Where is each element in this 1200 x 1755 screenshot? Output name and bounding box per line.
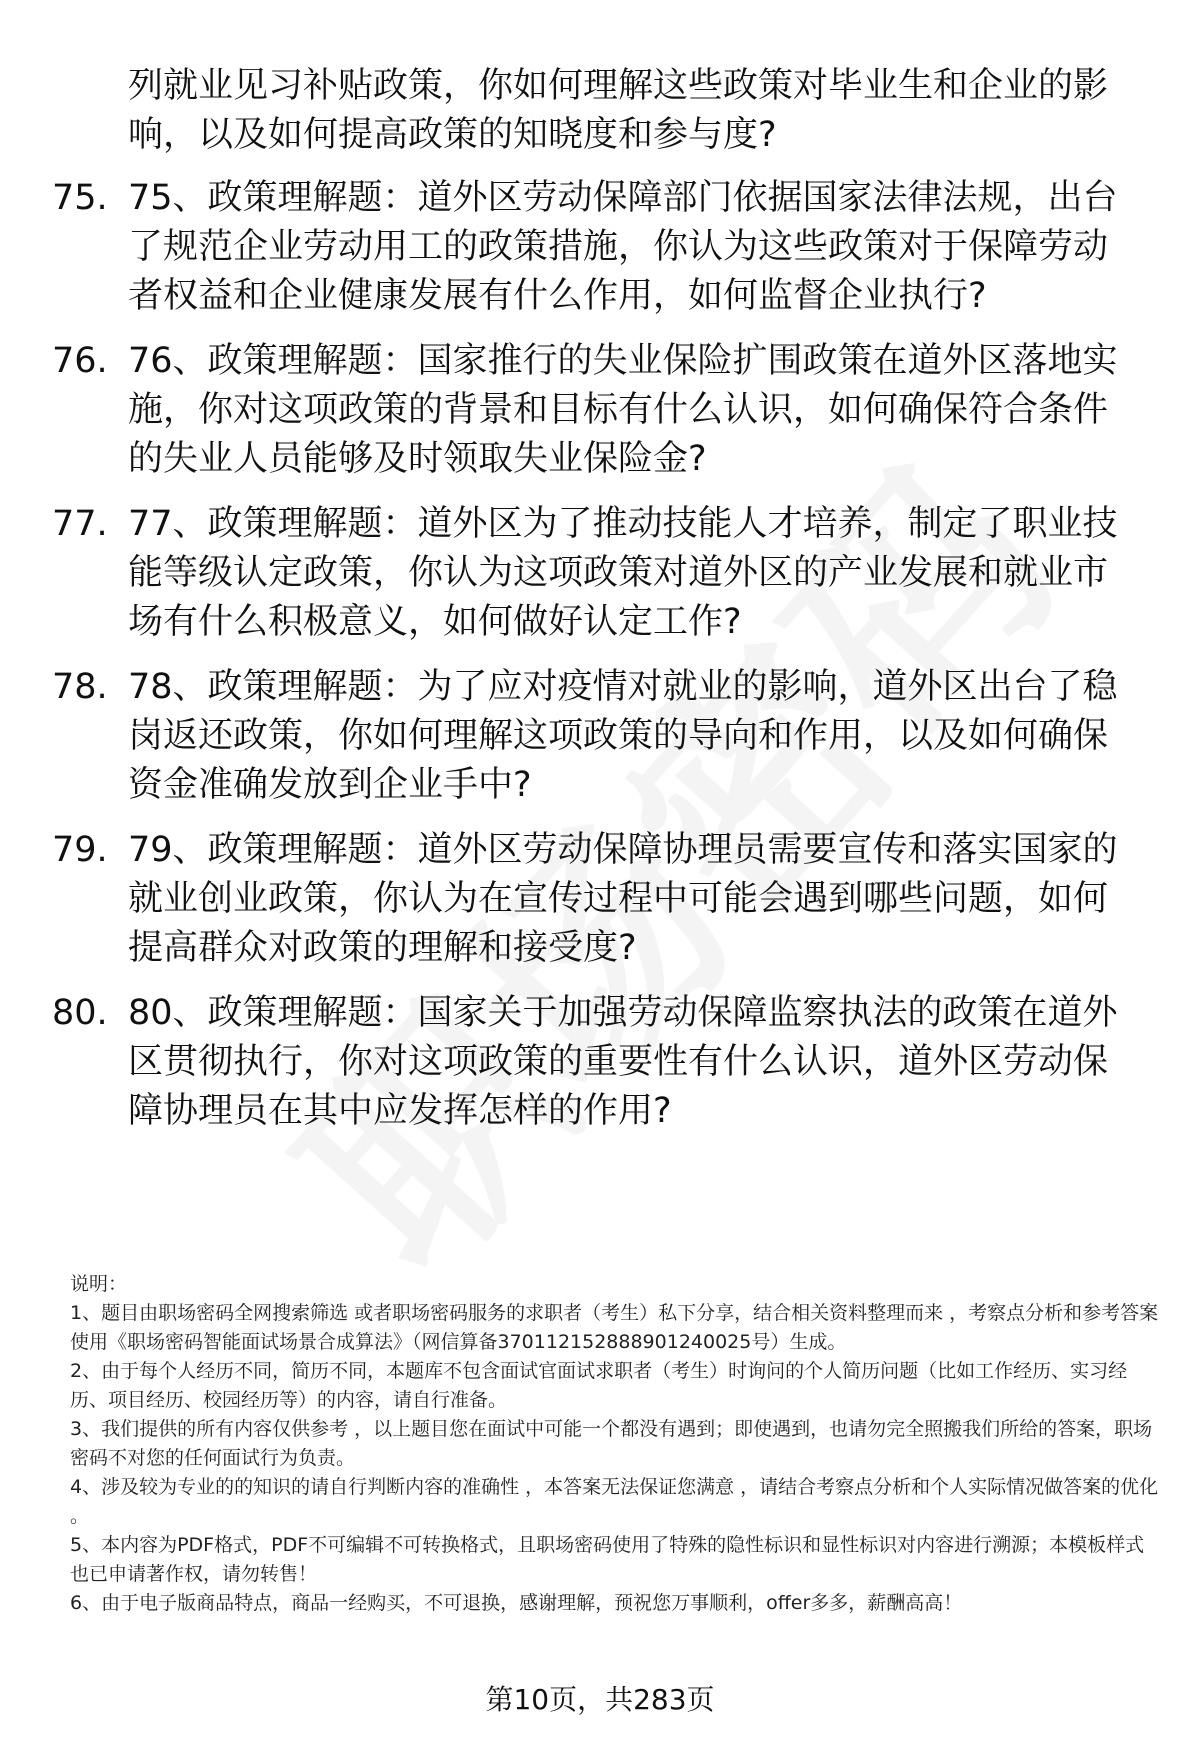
question-text: 78、政策理解题：为了应对疫情对就业的影响，道外区出台了稳岗返还政策，你如何理解这项政策的导向和作用，以及如何确保资金准确发放到企业手中? bbox=[128, 667, 1118, 805]
question-number: 80. bbox=[52, 993, 108, 1033]
note-item: 6、由于电子版商品特点，商品一经购买，不可退换，感谢理解，预祝您万事顺利，offer多多，薪酬高高！ bbox=[70, 1592, 963, 1614]
notes-section bbox=[70, 1270, 1160, 1618]
question-text: 76、政策理解题：国家推行的失业保险扩围政策在道外区落地实施，你对这项政策的背景和目标有什么认识，如何确保符合条件的失业人员能够及时领取失业保险金? bbox=[128, 341, 1118, 479]
question-item bbox=[52, 500, 1142, 647]
question-text: 77、政策理解题：道外区为了推动技能人才培养，制定了职业技能等级认定政策，你认为这项政策对道外区的产业发展和就业市场有什么积极意义，如何做好认定工作? bbox=[128, 504, 1118, 642]
question-item bbox=[52, 174, 1142, 321]
question-item bbox=[52, 663, 1142, 810]
page-number: 第10页，共283页 bbox=[485, 1683, 715, 1716]
note-item: 5、本内容为PDF格式，PDF不可编辑不可转换格式，且职场密码使用了特殊的隐性标识和显性标识对内容进行溯源；本模板样式也已申请著作权，请勿转售！ bbox=[70, 1534, 1145, 1585]
question-number: 76. bbox=[52, 341, 108, 381]
question-text: 75、政策理解题：道外区劳动保障部门依据国家法律法规，出台了规范企业劳动用工的政策措施，你认为这些政策对于保障劳动者权益和企业健康发展有什么作用，如何监督企业执行? bbox=[128, 178, 1118, 316]
question-item bbox=[52, 989, 1142, 1136]
question-number: 78. bbox=[52, 667, 108, 707]
question-number: 79. bbox=[52, 830, 108, 870]
notes-title: 说明： bbox=[70, 1273, 128, 1295]
note-item: 4、涉及较为专业的的知识的请自行判断内容的准确性 ，本答案无法保证您满意 ，请结合考察点分析和个人实际情况做答案的优化 。 bbox=[70, 1476, 1159, 1527]
question-text: 80、政策理解题：国家关于加强劳动保障监察执法的政策在道外区贯彻执行，你对这项政策的重要性有什么认识，道外区劳动保障协理员在其中应发挥怎样的作用? bbox=[128, 993, 1118, 1131]
question-text: 79、政策理解题：道外区劳动保障协理员需要宣传和落实国家的就业创业政策，你认为在宣传过程中可能会遇到哪些问题，如何提高群众对政策的理解和接受度? bbox=[128, 830, 1118, 968]
note-item: 3、我们提供的所有内容仅供参考 ，以上题目您在面试中可能一个都没有遇到；即使遇到，也请勿完全照搬我们所给的答案，职场密码不对您的任何面试行为负责。 bbox=[70, 1418, 1153, 1469]
question-number: 75. bbox=[52, 178, 108, 218]
question-item bbox=[52, 337, 1142, 484]
note-item: 1、题目由职场密码全网搜索筛选 或者职场密码服务的求职者（考生）私下分享，结合相关资料整理而来 ，考察点分析和参考答案使用《职场密码智能面试场景合成算法》（网信算备370112152888901240025号）生成。 bbox=[70, 1302, 1159, 1353]
question-continuation: 列就业见习补贴政策，你如何理解这些政策对毕业生和企业的影响，以及如何提高政策的知晓度和参与度? bbox=[128, 66, 1109, 155]
question-number: 77. bbox=[52, 504, 108, 544]
note-item: 2、由于每个人经历不同，简历不同，本题库不包含面试官面试求职者（考生）时询问的个人简历问题（比如工作经历、实习经历、项目经历、校园经历等）的内容，请自行准备。 bbox=[70, 1360, 1128, 1411]
question-item bbox=[52, 826, 1142, 973]
